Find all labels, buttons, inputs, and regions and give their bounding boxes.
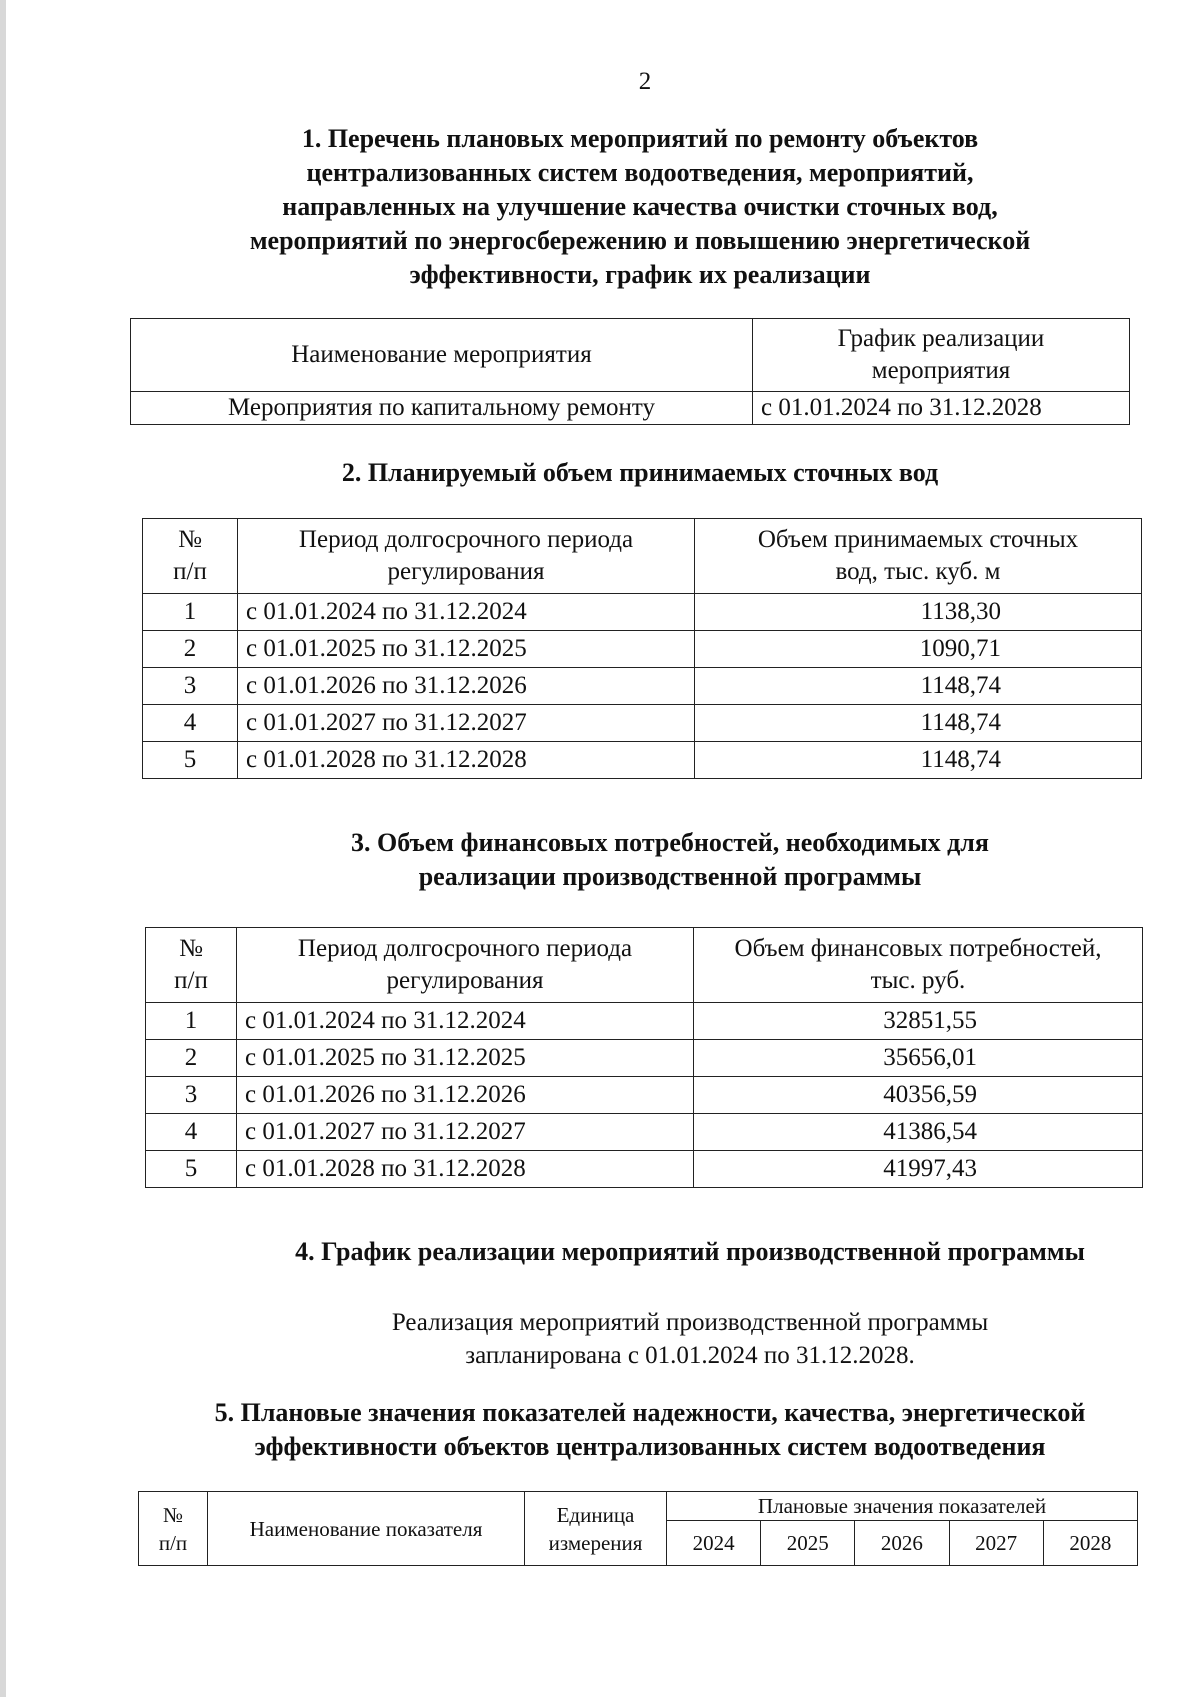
header-no-line: № xyxy=(162,1502,184,1527)
row-no: 3 xyxy=(146,1077,237,1114)
section1-title-line: централизованных систем водоотведения, мероприятий, xyxy=(306,158,974,187)
table-header-row xyxy=(131,319,1130,392)
row-period: с 01.01.2027 по 31.12.2027 xyxy=(238,705,695,742)
header-no-cell xyxy=(143,519,238,594)
row-value: 41997,43 xyxy=(694,1151,1143,1188)
section2-title-text: 2. Планируемый объем принимаемых сточных вод xyxy=(341,458,939,487)
row-value: 1148,74 xyxy=(695,742,1142,779)
row-period: с 01.01.2025 по 31.12.2025 xyxy=(237,1040,694,1077)
table-row xyxy=(131,392,1130,425)
row-period: с 01.01.2024 по 31.12.2024 xyxy=(238,594,695,631)
row-no: 5 xyxy=(146,1151,237,1188)
header-unit-line: Единица xyxy=(556,1502,635,1527)
header-name-cell xyxy=(131,319,753,392)
section1-title-line: направленных на улучшение качества очистки сточных вод, xyxy=(282,192,998,221)
header-schedule-cell xyxy=(753,319,1130,392)
row-period: с 01.01.2028 по 31.12.2028 xyxy=(238,742,695,779)
header-value-line: тыс. руб. xyxy=(870,967,966,994)
table-header-row xyxy=(143,519,1142,594)
section5-title-line: эффективности объектов централизованных систем водоотведения xyxy=(254,1432,1046,1461)
section4-title-text: 4. График реализации мероприятий производственной программы xyxy=(295,1237,1085,1266)
header-no-line: № xyxy=(178,526,202,553)
section1-table xyxy=(130,318,1130,425)
section5-title-line: 5. Плановые значения показателей надежности, качества, энергетической xyxy=(214,1398,1086,1427)
table-row xyxy=(146,1151,1143,1188)
row-no: 2 xyxy=(146,1040,237,1077)
row-period: с 01.01.2026 по 31.12.2026 xyxy=(238,668,695,705)
section3-title-line: 3. Объем финансовых потребностей, необходимых для xyxy=(351,828,989,857)
header-schedule-line: График реализации xyxy=(837,325,1045,352)
header-name: Наименование мероприятия xyxy=(291,341,592,368)
header-planned-values: Плановые значения показателей xyxy=(667,1492,1138,1521)
section2-title xyxy=(150,456,1130,490)
page-number: 2 xyxy=(638,68,652,95)
header-value-line: Объем принимаемых сточных xyxy=(757,526,1079,553)
header-no-cell xyxy=(139,1492,208,1566)
table-row xyxy=(143,594,1142,631)
header-unit-cell xyxy=(525,1492,667,1566)
header-no-line: п/п xyxy=(174,967,208,994)
header-no-line: п/п xyxy=(158,1530,188,1555)
row-value: 35656,01 xyxy=(694,1040,1143,1077)
header-period-line: регулирования xyxy=(387,558,545,585)
header-no-line: п/п xyxy=(173,558,207,585)
row-no: 1 xyxy=(143,594,238,631)
header-year: 2028 xyxy=(1043,1521,1137,1566)
row-value: 1138,30 xyxy=(695,594,1142,631)
section4-text-line: Реализация мероприятий производственной программы xyxy=(391,1309,989,1336)
header-period-cell xyxy=(237,928,694,1003)
table-header-row xyxy=(139,1492,1138,1521)
table-row xyxy=(146,1040,1143,1077)
table-row xyxy=(146,1114,1143,1151)
section2-table xyxy=(142,518,1142,779)
header-period-cell xyxy=(238,519,695,594)
header-unit-line: измерения xyxy=(548,1530,643,1555)
row-period: с 01.01.2027 по 31.12.2027 xyxy=(237,1114,694,1151)
row-schedule: с 01.01.2024 по 31.12.2028 xyxy=(753,392,1130,425)
header-year: 2027 xyxy=(949,1521,1043,1566)
row-value: 1148,74 xyxy=(695,705,1142,742)
section5-table xyxy=(138,1491,1138,1566)
table-row xyxy=(146,1003,1143,1040)
header-value-line: вод, тыс. куб. м xyxy=(835,558,1001,585)
table-row xyxy=(143,742,1142,779)
header-value-cell xyxy=(694,928,1143,1003)
section3-title xyxy=(180,826,1160,894)
header-year: 2024 xyxy=(667,1521,761,1566)
section1-title xyxy=(150,122,1130,292)
header-schedule-line: мероприятия xyxy=(871,357,1011,384)
row-period: с 01.01.2025 по 31.12.2025 xyxy=(238,631,695,668)
scan-edge xyxy=(0,0,6,1697)
section1-title-line: мероприятий по энергосбережению и повышению энергетической xyxy=(249,226,1031,255)
header-value-cell xyxy=(695,519,1142,594)
row-no: 5 xyxy=(143,742,238,779)
row-value: 32851,55 xyxy=(694,1003,1143,1040)
header-indicator-name: Наименование показателя xyxy=(208,1492,525,1566)
row-period: с 01.01.2026 по 31.12.2026 xyxy=(237,1077,694,1114)
row-value: 1148,74 xyxy=(695,668,1142,705)
row-value: 1090,71 xyxy=(695,631,1142,668)
section5-title xyxy=(150,1396,1150,1464)
table-row xyxy=(143,705,1142,742)
row-no: 2 xyxy=(143,631,238,668)
section1-title-line: 1. Перечень плановых мероприятий по ремонту объектов xyxy=(301,124,979,153)
row-period: с 01.01.2028 по 31.12.2028 xyxy=(237,1151,694,1188)
header-period-line: Период долгосрочного периода xyxy=(298,526,634,553)
row-no: 4 xyxy=(143,705,238,742)
section3-table xyxy=(145,927,1143,1188)
row-no: 3 xyxy=(143,668,238,705)
section4-text-line: запланирована с 01.01.2024 по 31.12.2028. xyxy=(465,1342,915,1369)
table-row xyxy=(143,631,1142,668)
header-period-line: Период долгосрочного периода xyxy=(297,935,633,962)
row-no: 4 xyxy=(146,1114,237,1151)
section3-title-line: реализации производственной программы xyxy=(418,862,922,891)
section4-paragraph xyxy=(220,1306,1160,1372)
table-row xyxy=(143,668,1142,705)
header-value-line: Объем финансовых потребностей, xyxy=(734,935,1102,962)
table-header-row xyxy=(146,928,1143,1003)
header-no-cell xyxy=(146,928,237,1003)
header-period-line: регулирования xyxy=(386,967,544,994)
section4-title xyxy=(200,1235,1180,1269)
table-row xyxy=(146,1077,1143,1114)
row-period: с 01.01.2024 по 31.12.2024 xyxy=(237,1003,694,1040)
header-year: 2025 xyxy=(761,1521,855,1566)
row-value: 41386,54 xyxy=(694,1114,1143,1151)
row-value: 40356,59 xyxy=(694,1077,1143,1114)
row-name: Мероприятия по капитальному ремонту xyxy=(131,392,753,425)
header-year: 2026 xyxy=(855,1521,949,1566)
section1-title-line: эффективности, график их реализации xyxy=(409,260,871,289)
header-no-line: № xyxy=(179,935,203,962)
row-no: 1 xyxy=(146,1003,237,1040)
